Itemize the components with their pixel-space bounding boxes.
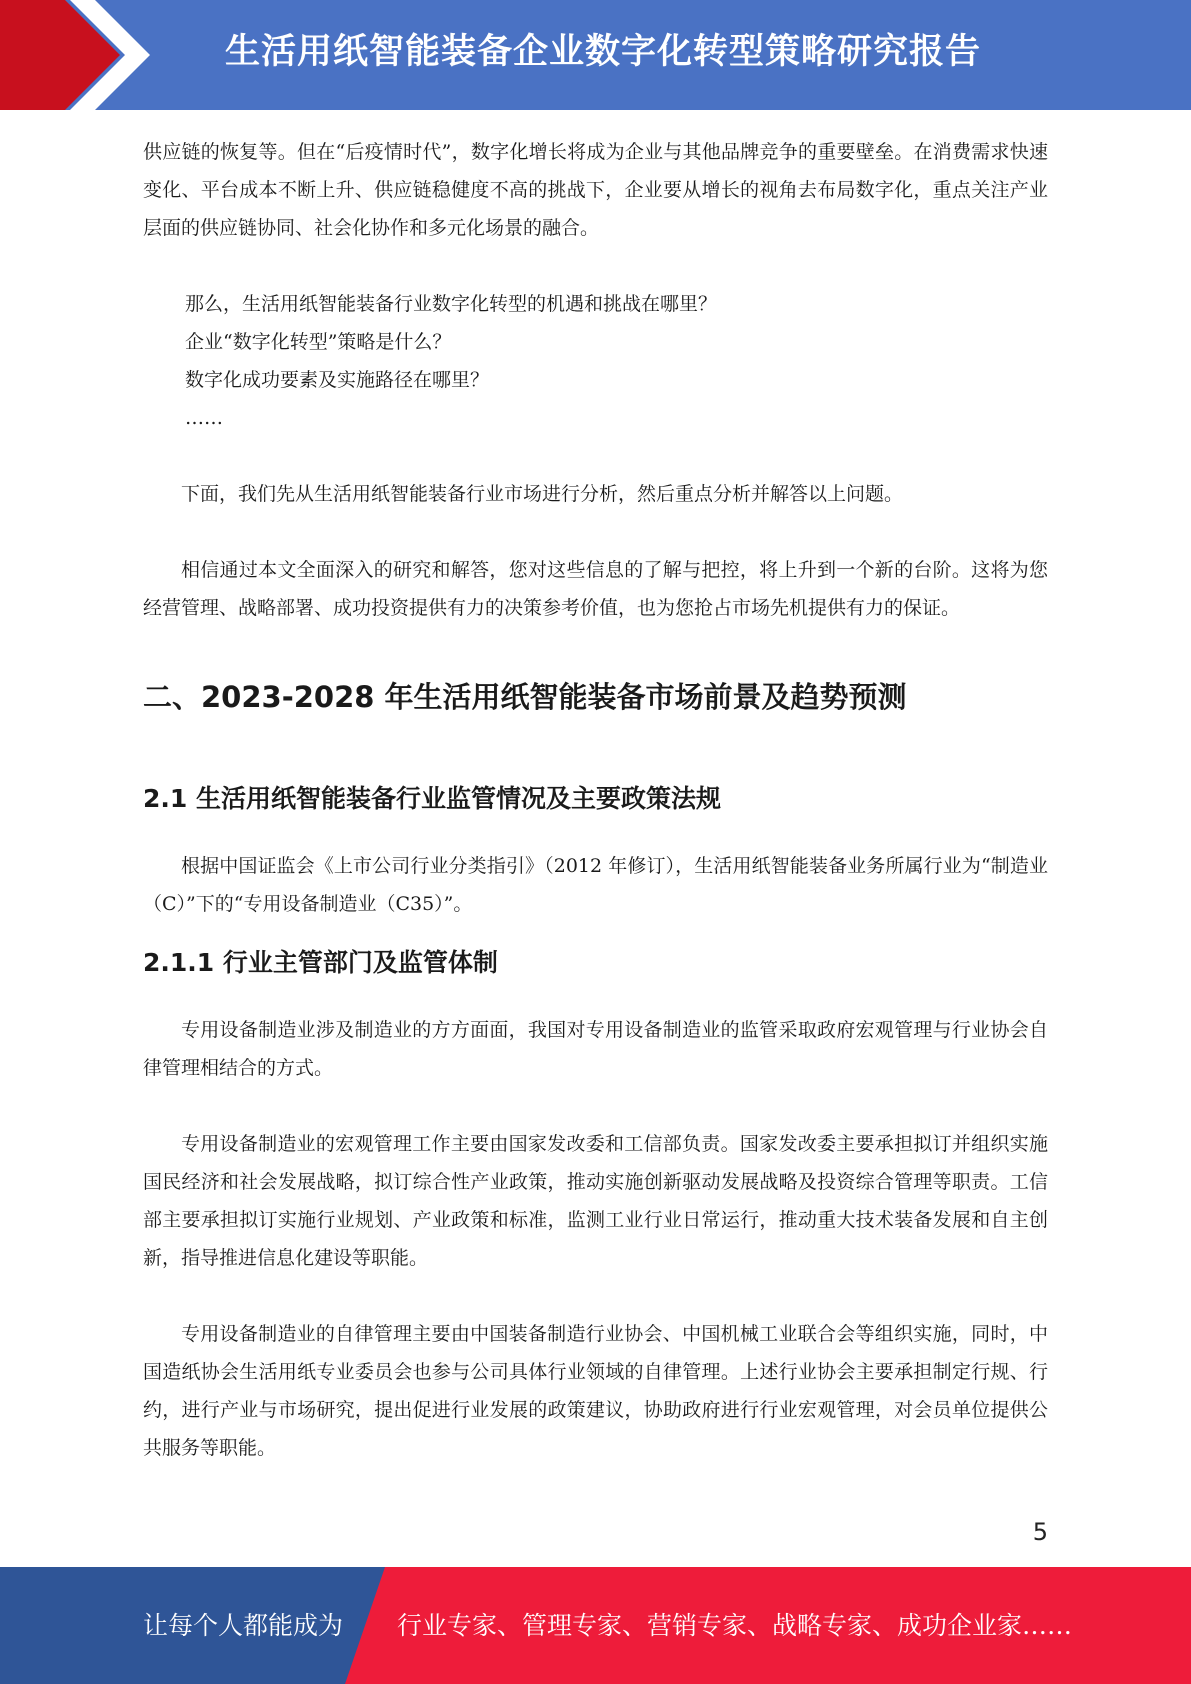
intro-paragraph: 供应链的恢复等。但在“后疫情时代”，数字化增长将成为企业与其他品牌竞争的重要壁垒。在消费需求快速变化、平台成本不断上升、供应链稳健度不高的挑战下，企业要从增长的视角去布局数字化，重点关注产业层面的供应链协同、社会化协作和多元化场景的融合。 [143, 141, 1048, 239]
subsubsection-heading: 2.1.1 行业主管部门及监管体制 [143, 948, 498, 977]
subsection-heading: 2.1 生活用纸智能装备行业监管情况及主要政策法规 [143, 784, 721, 813]
question-item: 企业“数字化转型”策略是什么？ [185, 331, 452, 353]
page-number: 5 [1032, 1518, 1048, 1546]
header-banner [0, 0, 1191, 110]
believe-paragraph: 相信通过本文全面深入的研究和解答，您对这些信息的了解与把控，将上升到一个新的台阶。这将为您经营管理、战略部署、成功投资提供有力的决策参考价值，也为您抢占市场先机提供有力的保证。 [143, 559, 1048, 619]
classification-paragraph: 根据中国证监会《上市公司行业分类指引》（2012 年修订），生活用纸智能装备业务所属行业为“制造业（C）”下的“专用设备制造业（C35）”。 [143, 855, 1048, 915]
macro-management-paragraph: 专用设备制造业的宏观管理工作主要由国家发改委和工信部负责。国家发改委主要承担拟订并组织实施国民经济和社会发展战略，拟订综合性产业政策，推动实施创新驱动发展战略及投资综合管理等职责。工信部主要承担拟订实施行业规划、产业政策和标准，监测工业行业日常运行，推动重大技术装备发展和自主创新，指导推进信息化建设等职能。 [143, 1133, 1048, 1269]
next-paragraph: 下面，我们先从生活用纸智能装备行业市场进行分析，然后重点分析并解答以上问题。 [181, 483, 904, 505]
ellipsis-item: …… [185, 407, 223, 429]
regulation-paragraph: 专用设备制造业涉及制造业的方方面面，我国对专用设备制造业的监管采取政府宏观管理与行业协会自律管理相结合的方式。 [143, 1019, 1048, 1079]
section-heading: 二、2023-2028 年生活用纸智能装备市场前景及趋势预测 [143, 680, 907, 714]
report-title: 生活用纸智能装备企业数字化转型策略研究报告 [225, 32, 982, 72]
self-regulation-paragraph: 专用设备制造业的自律管理主要由中国装备制造行业协会、中国机械工业联合会等组织实施，同时，中国造纸协会生活用纸专业委员会也参与公司具体行业领域的自律管理。上述行业协会主要承担制定行规、行约，进行产业与市场研究，提出促进行业发展的政策建议，协助政府进行行业宏观管理，对会员单位提供公共服务等职能。 [143, 1323, 1048, 1459]
question-item: 数字化成功要素及实施路径在哪里？ [185, 369, 490, 391]
footer-slogan-left: 让每个人都能成为 [143, 1611, 344, 1640]
page-content [143, 133, 1048, 1467]
footer-banner [0, 1567, 1191, 1684]
footer-slogan-right: 行业专家、管理专家、营销专家、战略专家、成功企业家…… [397, 1611, 1073, 1640]
question-item: 那么，生活用纸智能装备行业数字化转型的机遇和挑战在哪里？ [185, 293, 718, 315]
